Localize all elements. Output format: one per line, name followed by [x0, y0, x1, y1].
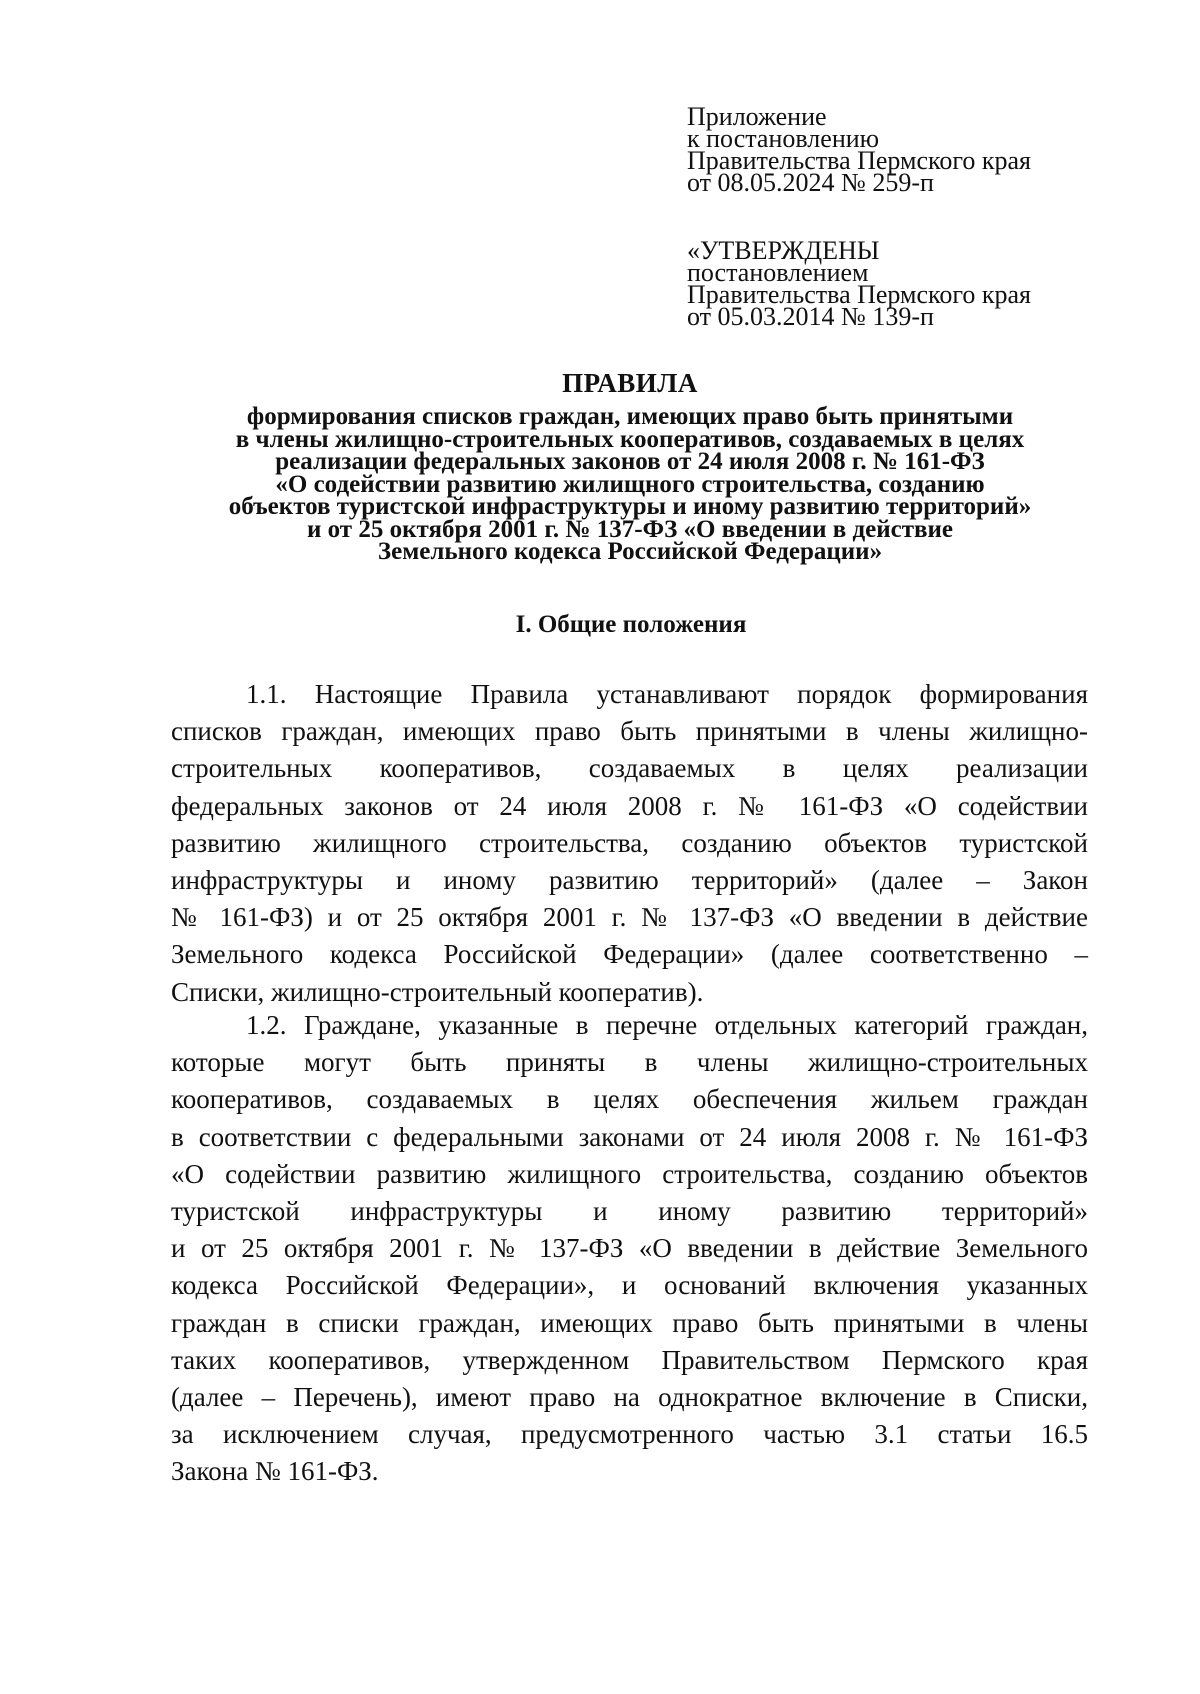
paragraph-line: за исключением случая, предусмотренного частью 3.1 статьи 16.5	[171, 1419, 1088, 1450]
attachment-line: Правительства Пермского края	[687, 146, 1031, 175]
subtitle-line: и от 25 октября 2001 г. № 137-ФЗ «О введении в действие	[306, 515, 953, 543]
paragraph-line: списков граждан, имеющих право быть принятыми в члены жилищно-	[171, 716, 1088, 747]
approved-block	[687, 236, 1167, 331]
paragraph-line: (далее – Перечень), имеют право на однократное включение в Списки,	[171, 1381, 1088, 1412]
paragraph-line: кооперативов, создаваемых в целях обеспечения жильем граждан	[171, 1084, 1088, 1115]
subtitle-line: формирования списков граждан, имеющих право быть принятыми	[246, 403, 1014, 430]
attachment-line: к постановлению	[687, 124, 880, 153]
approved-line: от 05.03.2014 № 139-п	[687, 302, 934, 331]
paragraph-line: которые могут быть приняты в члены жилищно-строительных	[171, 1047, 1088, 1078]
paragraph-line: Закона № 161-ФЗ.	[171, 1456, 379, 1487]
paragraph-line: № 161-ФЗ) и от 25 октября 2001 г. № 137-ФЗ «О введении в действие	[171, 902, 1088, 933]
paragraph-line: Списки, жилищно-строительный кооператив).	[171, 976, 704, 1007]
section-heading: I. Общие положения	[515, 611, 747, 638]
subtitle-line: Земельного кодекса Российской Федерации»	[377, 538, 883, 565]
document-subtitle	[150, 403, 1110, 565]
paragraph-1-1	[171, 676, 1088, 1011]
paragraph-line: развитию жилищного строительства, созданию объектов туристской	[171, 827, 1088, 858]
paragraph-line: в соответствии с федеральными законами от 24 июля 2008 г. № 161-ФЗ	[171, 1121, 1088, 1152]
subtitle-line: «О содействии развитию жилищного строительства, созданию	[275, 470, 985, 498]
paragraph-line: 1.2. Граждане, указанные в перечне отдельных категорий граждан,	[246, 1010, 1088, 1040]
paragraph-line: таких кооперативов, утвержденном Правительством Пермского края	[171, 1344, 1088, 1375]
paragraph-line: федеральных законов от 24 июля 2008 г. № 161-ФЗ «О содействии	[171, 790, 1088, 821]
paragraph-line: 1.1. Настоящие Правила устанавливают порядок формирования	[246, 679, 1088, 709]
attachment-line: от 08.05.2024 № 259-п	[687, 168, 934, 197]
subtitle-line: реализации федеральных законов от 24 июля 2008 г. № 161-ФЗ	[275, 448, 985, 475]
subtitle-line: объектов туристской инфраструктуры и иному развитию территорий»	[228, 493, 1032, 520]
paragraph-line: строительных кооперативов, создаваемых в целях реализации	[171, 753, 1088, 784]
paragraph-line: туристской инфраструктуры и иному развитию территорий»	[171, 1195, 1088, 1226]
paragraph-1-2	[171, 1007, 1088, 1490]
subtitle-line: в члены жилищно-строительных кооперативов, создаваемых в целях	[235, 425, 1025, 453]
attachment-line: Приложение	[687, 102, 827, 131]
paragraph-line: граждан в списки граждан, имеющих право быть принятыми в члены	[171, 1307, 1088, 1338]
paragraph-line: инфраструктуры и иному развитию территорий» (далее – Закон	[171, 864, 1088, 895]
document-title: ПРАВИЛА	[562, 368, 698, 398]
approved-line: Правительства Пермского края	[687, 280, 1031, 309]
paragraph-line: и от 25 октября 2001 г. № 137-ФЗ «О введении в действие Земельного	[171, 1233, 1088, 1264]
paragraph-line: кодекса Российской Федерации», и оснований включения указанных	[171, 1270, 1088, 1301]
paragraph-line: «О содействии развитию жилищного строительства, созданию объектов	[171, 1158, 1088, 1189]
approved-line: «УТВЕРЖДЕНЫ	[687, 236, 880, 265]
approved-line: постановлением	[687, 258, 869, 287]
attachment-block	[687, 102, 1167, 197]
paragraph-line: Земельного кодекса Российской Федерации» (далее соответственно –	[171, 939, 1088, 970]
